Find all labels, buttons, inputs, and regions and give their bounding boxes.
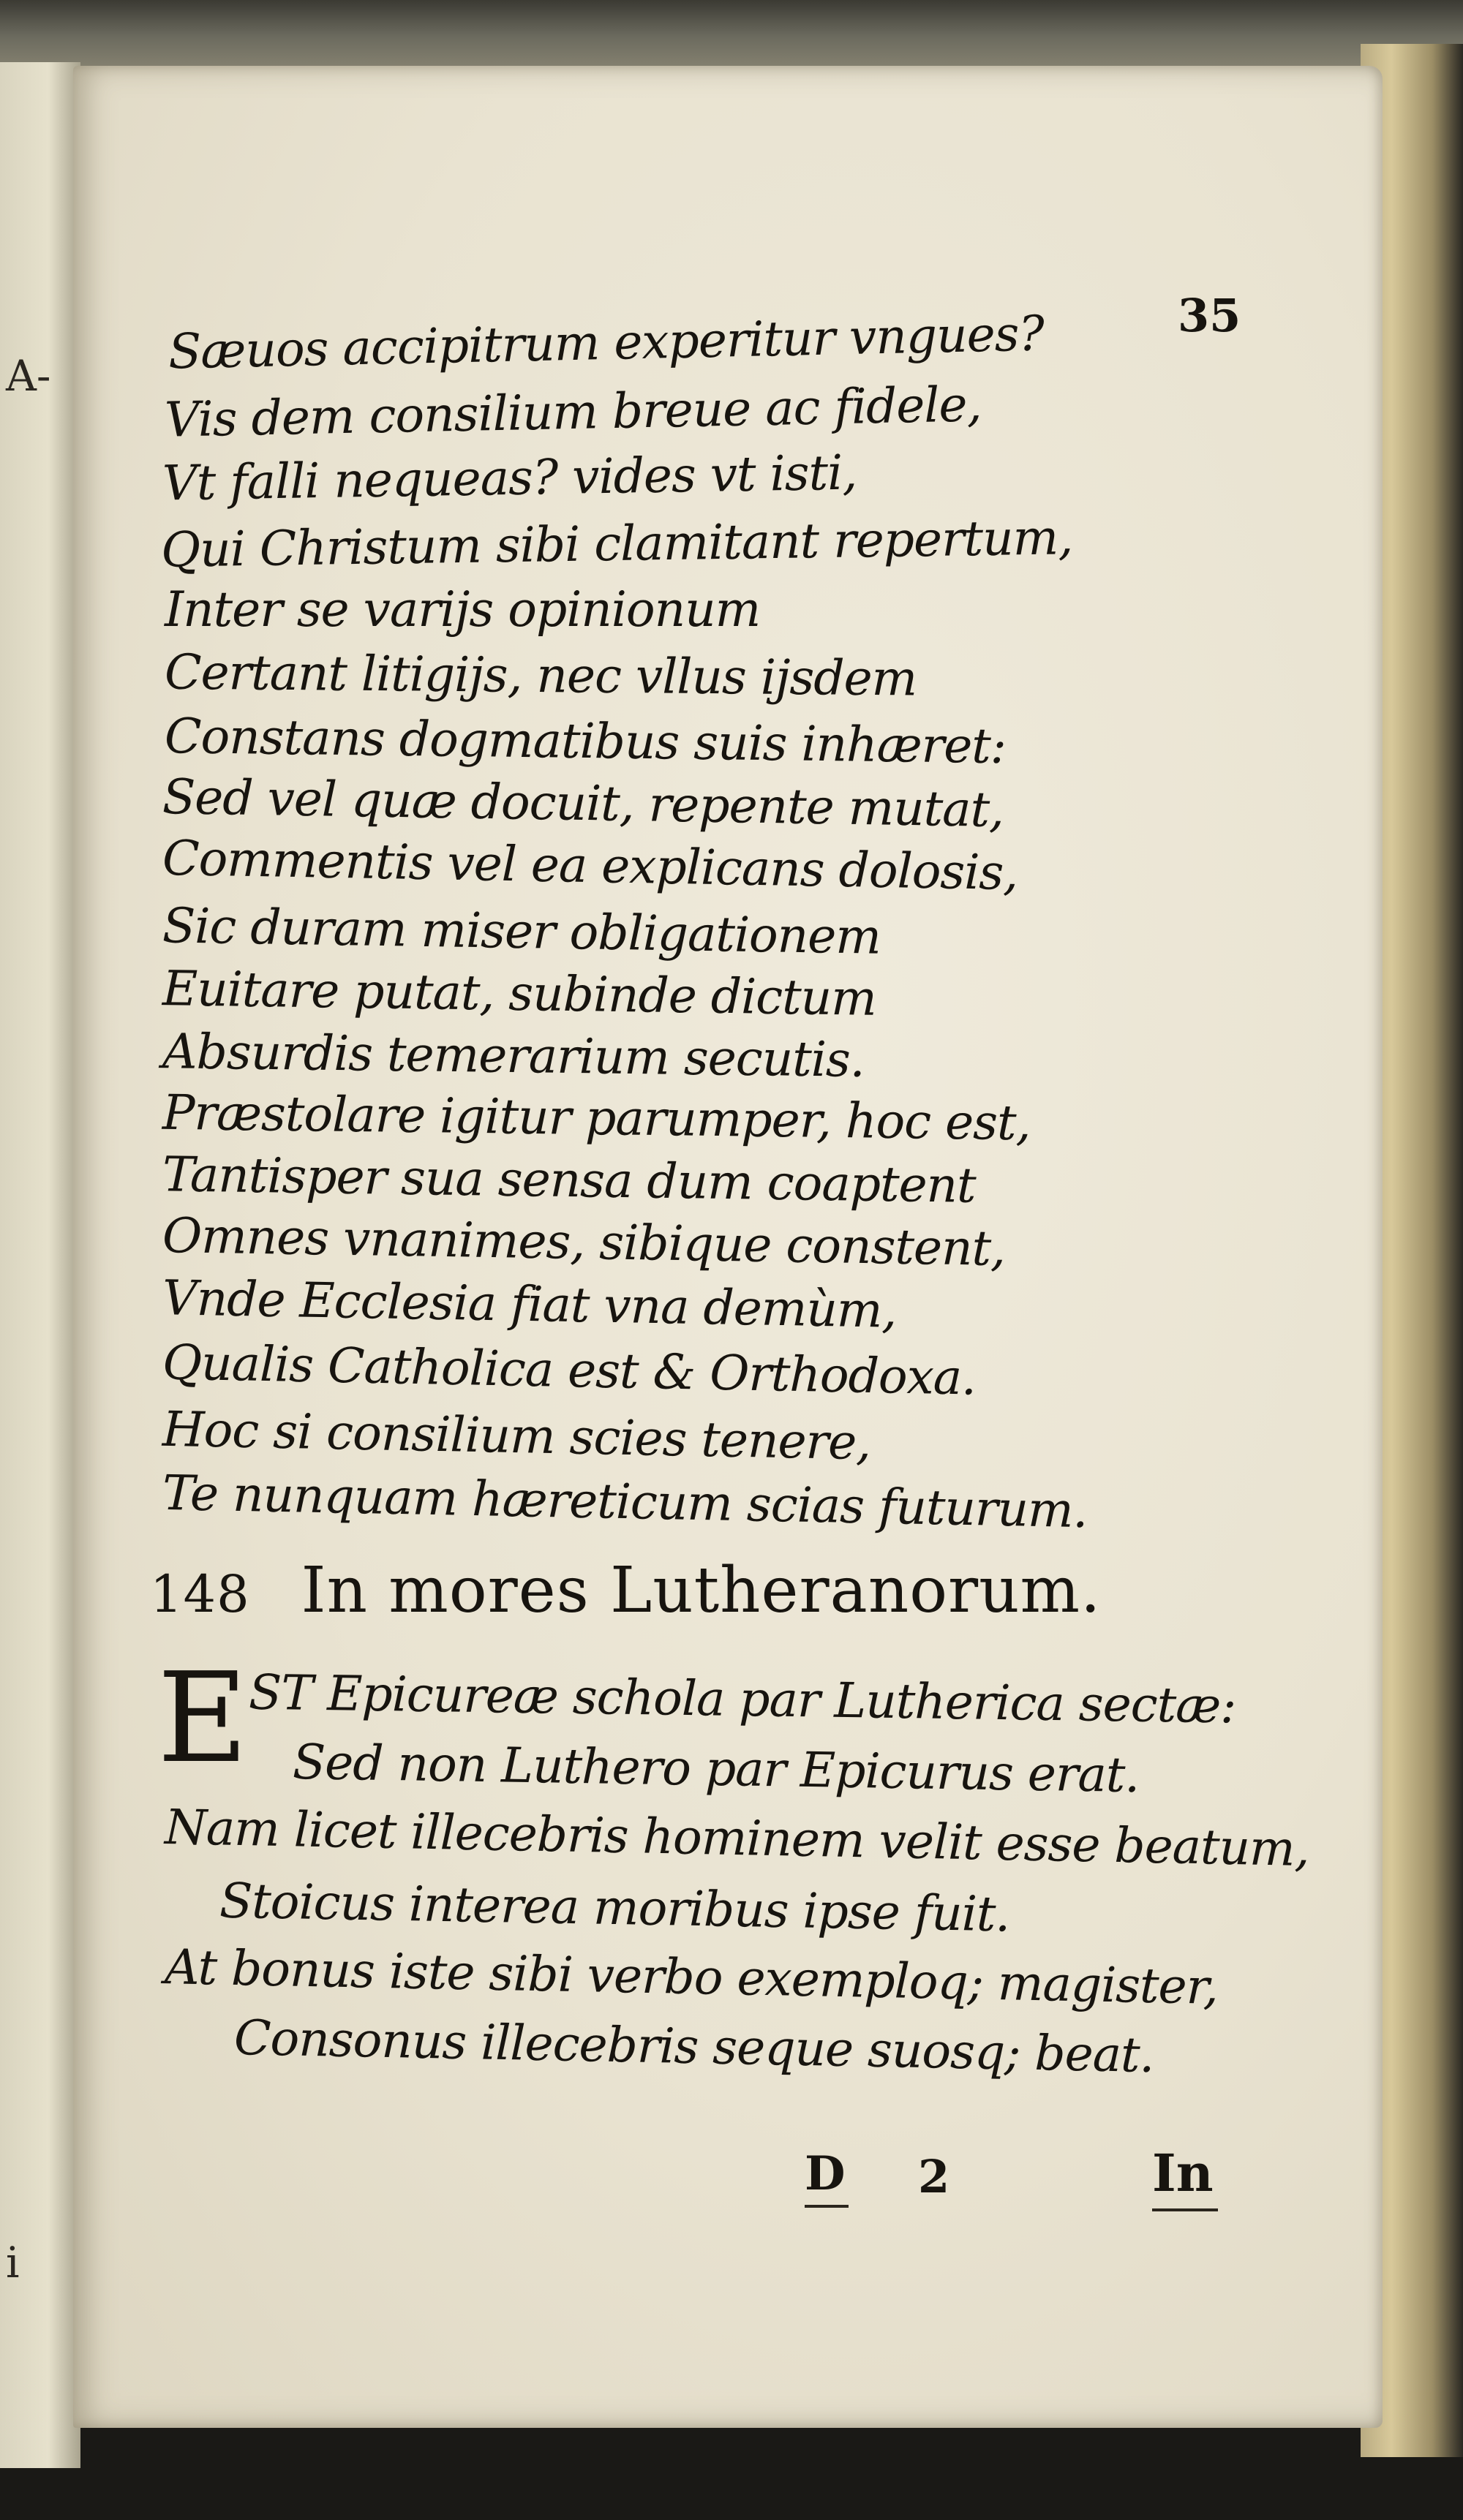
poem-line: Sæuos accipitrum experitur vngues? — [168, 305, 1045, 380]
section-number: 148 — [150, 1564, 250, 1624]
poem-line: Hoc si consilium scies tenere, — [162, 1400, 871, 1471]
signature-mark: D — [805, 2146, 846, 2201]
epigram-line: Stoicus interea moribus ipse fuit. — [219, 1872, 1011, 1943]
section-heading — [150, 1554, 1101, 1627]
poem-line: Qui Christum sibi clamitant repertum, — [160, 509, 1073, 578]
previous-page-edge — [0, 62, 80, 2468]
poem-line: Præstolare igitur parumper, hoc est, — [162, 1084, 1031, 1152]
poem-line: Sed vel quæ docuit, repente mutat, — [162, 768, 1004, 839]
poem-line: Inter se varijs opinionum — [165, 581, 761, 638]
poem-line: Vt falli nequeas? vides vt isti, — [162, 444, 857, 512]
poem-line: Euitare putat, subinde dictum — [162, 960, 877, 1027]
poem-line: Commentis vel ea explicans dolosis, — [162, 829, 1018, 902]
poem-line: Tantisper sua sensa dum coaptent — [162, 1146, 977, 1214]
poem-line: Constans dogmatibus suis inhæret: — [164, 707, 1007, 775]
signature-number: 2 — [918, 2150, 950, 2203]
page-number: 35 — [1178, 289, 1241, 342]
epigram-line: Consonus illecebris seque suosq; beat. — [233, 2009, 1155, 2084]
margin-fragment: A- — [6, 351, 51, 401]
poem-line: Te nunquam hæreticum scias futurum. — [162, 1464, 1088, 1539]
poem-line: Sic duram miser obligationem — [162, 897, 881, 965]
poem-line: Certant litigijs, nec vllus ijsdem — [164, 644, 917, 707]
section-title: In mores Lutheranorum. — [301, 1554, 1102, 1627]
poem-line: Vis dem consilium breue ac fidele, — [164, 376, 982, 448]
drop-capital: E — [157, 1646, 249, 1791]
epigram-line: Sed non Luthero par Epicurus erat. — [292, 1733, 1140, 1804]
poem-line: Absurdis temerarium secutis. — [162, 1023, 865, 1088]
catchword-underline — [1152, 2208, 1218, 2211]
poem-line: Vnde Ecclesia fiat vna demùm, — [162, 1270, 898, 1339]
epigram-line: Nam licet illecebris hominem velit esse beatum, — [164, 1798, 1310, 1878]
epigram-line: At bonus iste sibi verbo exemploq; magister, — [164, 1939, 1219, 2015]
poem-line: Qualis Catholica est & Orthodoxa. — [162, 1334, 977, 1406]
catchword: In — [1152, 2143, 1214, 2203]
signature-underline — [805, 2205, 849, 2208]
poem-line: Omnes vnanimes, sibique constent, — [162, 1207, 1006, 1278]
margin-fragment: i — [6, 2238, 20, 2287]
epigram-line: ST Epicureæ schola par Lutherica sectæ: — [248, 1664, 1237, 1735]
